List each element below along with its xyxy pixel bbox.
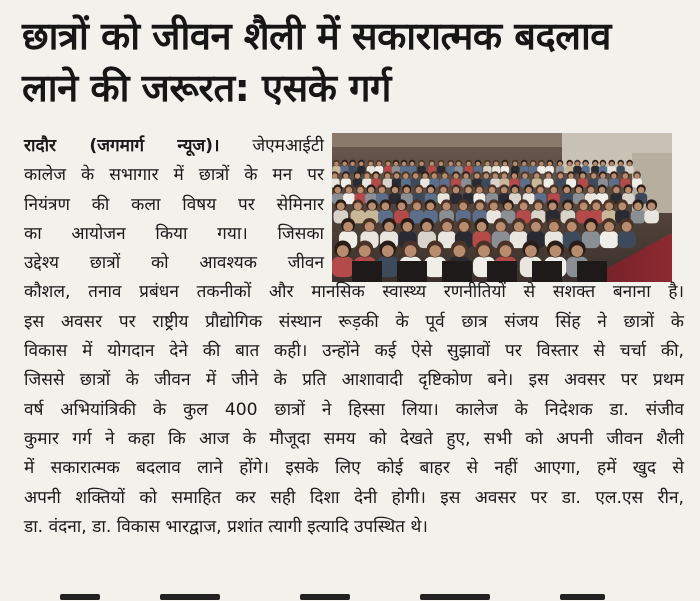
article-line — [24, 132, 324, 161]
next-article-cut-off — [0, 590, 700, 601]
dateline: रादौर (जगमार्ग न्यूज)। — [24, 136, 220, 156]
headline-line-2: लाने की जरूरत: एसके गर्ग — [22, 66, 391, 110]
article-line: विकास में योगदान देने की बात कही। उन्होंने कई ऐसे सुझावों पर विस्तार से चर्चा की, — [24, 341, 684, 362]
article-line: में सकारात्मक बदलाव लाने होंगे। इसके लिए कोई बाहर से नहीं आएगा, हमें खुद से — [24, 458, 684, 479]
article-line-text: जेएमआईटी — [219, 136, 324, 156]
article-line: कुमार गर्ग ने कहा कि आज के मौजूदा समय को देखते हुए, सभी को अपनी जीवन शैली — [24, 428, 684, 449]
article-line: का आयोजन किया गया। जिसका — [24, 223, 324, 244]
article-line: कौशल, तनाव प्रबंधन तकनीकों और मानसिक स्वास्थ्य रणनीतियों से सशक्त बनाना है। — [24, 282, 684, 303]
article-line: उद्देश्य छात्रों को आवश्यक जीवन — [24, 253, 324, 274]
article-body — [24, 132, 684, 542]
article-line: वर्ष अभियांत्रिकी के कुल 400 छात्रों ने हिस्सा लिया। कालेज के निदेशक डा. संजीव — [24, 399, 684, 420]
article-line: डा. वंदना, डा. विकास भारद्वाज, प्रशांत त्यागी इत्यादि उपस्थित थे। — [24, 516, 428, 537]
headline-line-1: छात्रों को जीवन शैली में सकारात्मक बदलाव — [22, 14, 611, 58]
article-line: अपनी शक्तियों को समाहित कर सही दिशा देनी होगी। इस अवसर पर डा. एल.एस रीन, — [24, 487, 684, 508]
article-line: नियंत्रण की कला विषय पर सेमिनार — [24, 194, 324, 215]
headline — [22, 10, 682, 114]
article-line: कालेज के सभागार में छात्रों के मन पर — [24, 165, 324, 186]
article-line: इस अवसर पर राष्ट्रीय प्रौद्योगिक संस्थान रूड़की के पूर्व छात्र संजय सिंह ने छात्रों के — [24, 311, 684, 332]
article-line: जिससे छात्रों के जीवन में जीने के प्रति आशावादी दृष्टिकोण बने। इस अवसर पर प्रथम — [24, 370, 684, 391]
